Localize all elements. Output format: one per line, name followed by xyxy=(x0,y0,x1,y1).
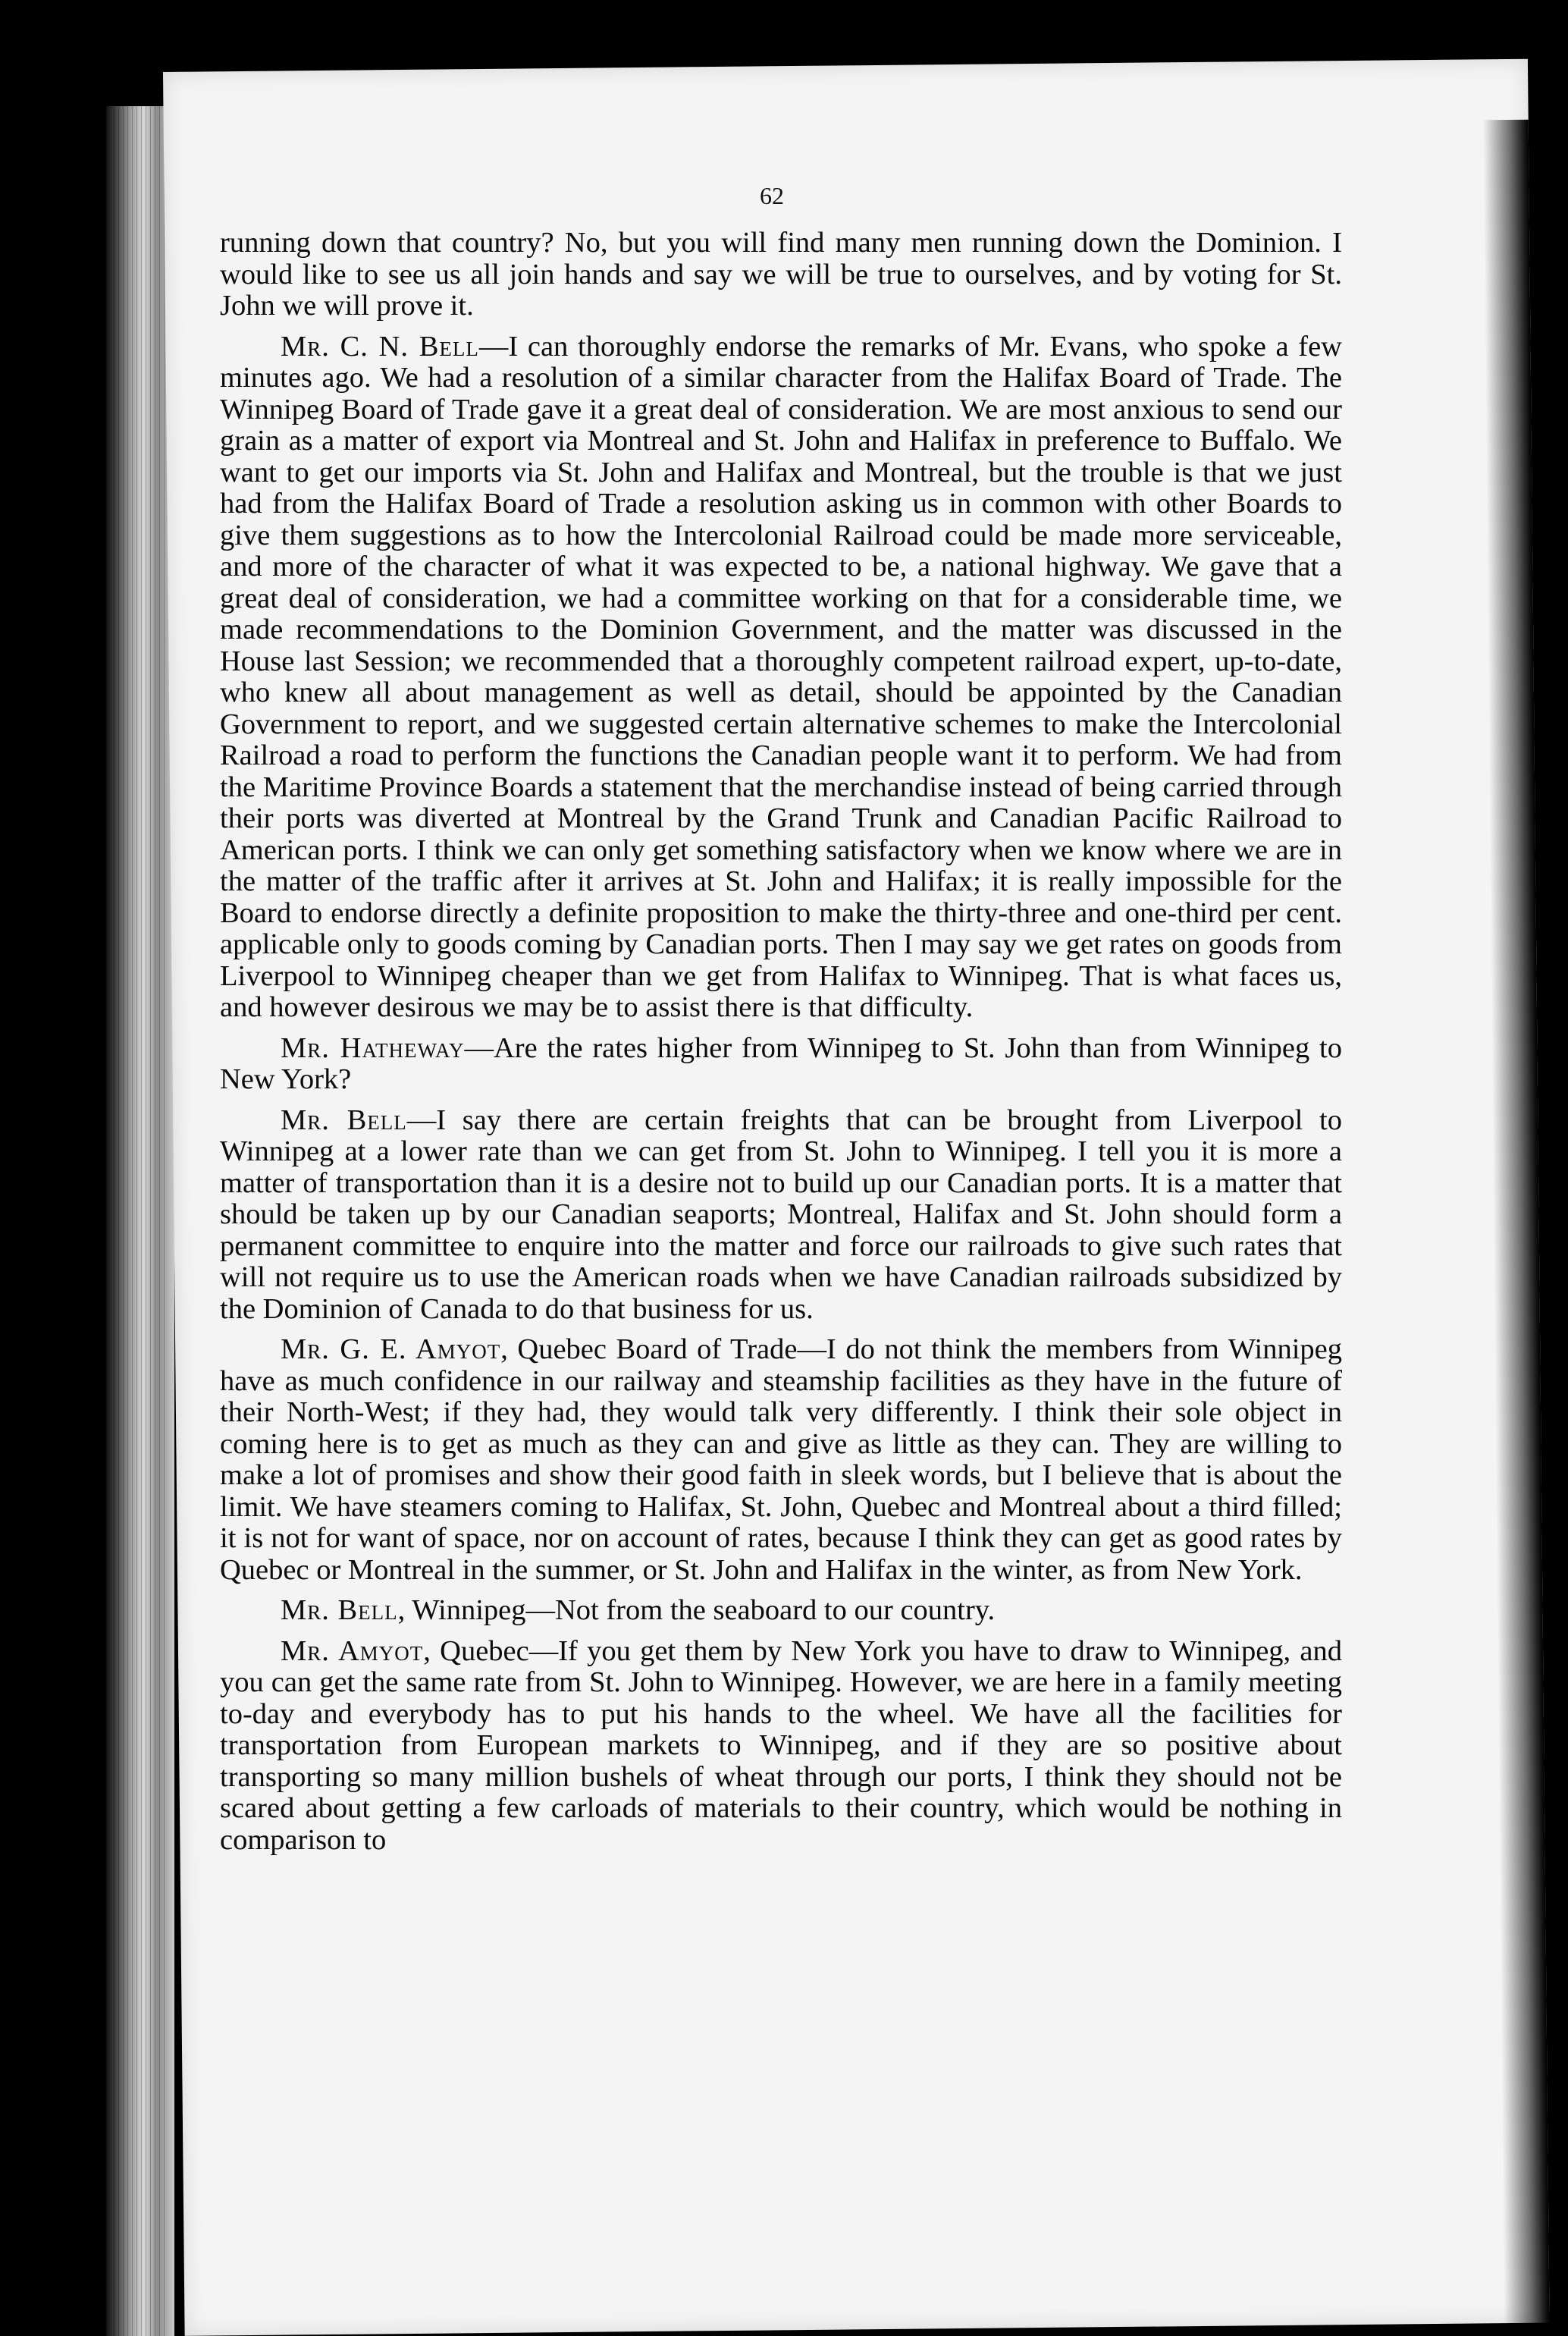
paragraph-text: running down that country? No, but you will find many men running down the Dominion. I would like to see us all join hands and say we will be true to ourselves, and by voting for St. John we will prove it. xyxy=(220,227,1342,322)
book-page-edge-lines xyxy=(114,106,167,2336)
speaker-name: Mr. Hatheway xyxy=(281,1031,465,1064)
paragraph xyxy=(220,331,1342,1024)
paragraph xyxy=(220,1334,1342,1586)
speaker-name: Mr. Bell xyxy=(281,1594,398,1626)
page-number: 62 xyxy=(760,182,784,209)
speaker-name: Mr. Bell xyxy=(281,1104,407,1136)
page-shadow xyxy=(1483,120,1550,2334)
paragraph xyxy=(220,1033,1342,1096)
paragraph xyxy=(220,1636,1342,1857)
paragraph-text: , Quebec—If you get them by New York you have to draw to Winnipeg, and you can get the same rate from St. John to Winnipeg. However, we are here in a family meeting to-day and everybody has to put his hands to the wheel. We have all the facilities for transportation from European markets to Winnipeg, and if they are so positive about transporting so many million bushels of wheat through our ports, I think they should not be scared about getting a few carloads of materials to their country, which would be nothing in comparison to xyxy=(220,1634,1342,1856)
paragraph xyxy=(220,1105,1342,1326)
paragraph xyxy=(220,228,1342,322)
paragraph-text: , Winnipeg—Not from the seaboard to our country. xyxy=(397,1594,996,1626)
paragraph-text: —I can thoroughly endorse the remarks of Mr. Evans, who spoke a few minutes ago. We had a resolution of a similar character from the Halifax Board of Trade. The Winnipeg Board of Trade gave it a great deal of consideration. We are most anxious to send our grain as a matter of export via Montreal and St. John and Halifax in preference to Buffalo. We want to get our imports via St. John and Halifax and Montreal, but the trouble is that we just had from the Halifax Board of Trade a resolution asking us in common with other Boards to give them suggestions as to how the Intercolonial Railroad could be made more serviceable, and more of the character of what it was expected to be, a national highway. We gave that a great deal of consideration, we had a committee working on that for a considerable time, we made recommendations to the Dominion Government, and the matter was discussed in the House last Session; we recommended that a thoroughly competent railroad expert, up-to-date, who knew all about management as well as detail, should be appointed by the Canadian Government to report, and we suggested certain alternative schemes to make the Intercolonial Railroad a road to perform the functions the Canadian people want it to perform. We had from the Maritime Province Boards a statement that the merchandise instead of being carried through their ports was diverted at Montreal by the Grand Trunk and Canadian Pacific Railroad to American ports. I think we can only get something satisfactory when we know where we are in the matter of the traffic after it arrives at St. John and Halifax; it is really impossible for the Board to endorse directly a definite proposition to make the thirty-three and one-third per cent. applicable only to goods coming by Canadian ports. Then I may say we get rates on goods from Liverpool to Winnipeg cheaper than we get from Halifax to Winnipeg. That is what faces us, and however desirous we may be to assist there is that difficulty. xyxy=(220,330,1342,1023)
paragraph-text: —Are the rates higher from Winnipeg to St. John than from Winnipeg to New York? xyxy=(220,1031,1342,1095)
speaker-name: Mr. Amyot xyxy=(281,1634,424,1667)
speaker-name: Mr. G. E. Amyot xyxy=(281,1333,501,1365)
paragraph-text: —I say there are certain freights that can be brought from Liverpool to Winnipeg at a lower rate than we can get from St. John to Winnipeg. I tell you it is more a matter of transportation than it is a desire not to build up our Canadian ports. It is a matter that should be taken up by our Canadian seaports; Montreal, Halifax and St. John should form a permanent committee to enquire into the matter and force our railroads to give such rates that will not require us to use the American roads when we have Canadian railroads subsidized by the Dominion of Canada to do that business for us. xyxy=(220,1104,1342,1325)
paragraph-text: , Quebec Board of Trade—I do not think the members from Winnipeg have as much confidence in our railway and steamship facilities as they have in the future of their North-West; if they had, they would talk very differently. I think their sole object in coming here is to get as much as they can and give as little as they can. They are willing to make a lot of promises and show their good faith in sleek words, but I believe that is about the limit. We have steamers coming to Halifax, St. John, Quebec and Montreal about a third filled; it is not for want of space, nor on account of rates, because I think they can get as good rates by Quebec or Montreal in the summer, or St. John and Halifax in the winter, as from New York. xyxy=(220,1333,1342,1586)
body-text xyxy=(220,228,1342,1865)
speaker-name: Mr. C. N. Bell xyxy=(281,330,479,363)
paragraph xyxy=(220,1595,1342,1627)
